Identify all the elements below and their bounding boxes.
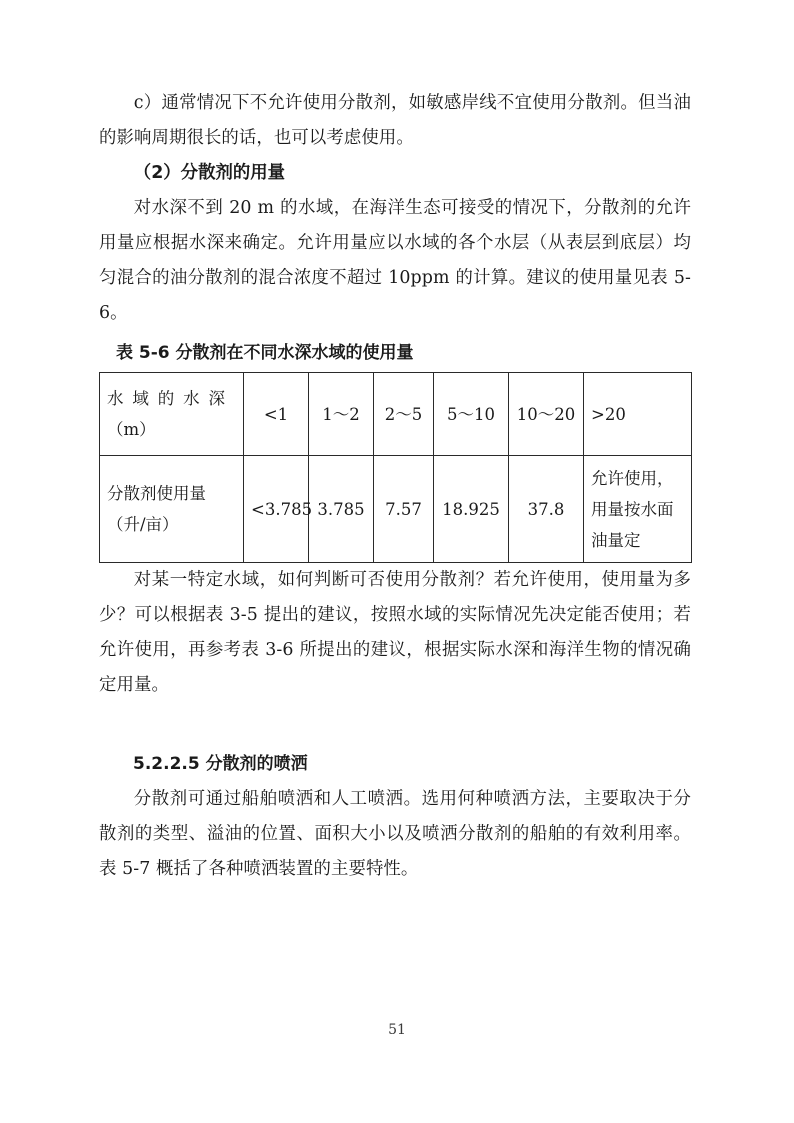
paragraph-item-c: c）通常情况下不允许使用分散剂，如敏感岸线不宜使用分散剂。但当油的影响周期很长的话，也可以考虑使用。 — [99, 93, 691, 148]
depth-label-unit: （m） — [107, 420, 156, 439]
section-heading-5-2-2-5: 5.2.2.5 分散剂的喷洒 — [133, 754, 308, 774]
table-header-depth-label — [100, 373, 244, 456]
page-number: 51 — [388, 1022, 406, 1038]
usage-value-10-20: 37.8 — [509, 456, 584, 563]
page-content — [99, 86, 691, 887]
depth-range-5-10: 5～10 — [434, 373, 509, 456]
depth-range-lt1: <1 — [244, 373, 309, 456]
depth-label-main: 水域的水深 — [107, 389, 225, 408]
table-dispersant-usage-by-depth — [99, 372, 692, 563]
usage-value-lt1: <3.785 — [244, 456, 309, 563]
depth-range-1-2: 1～2 — [309, 373, 374, 456]
table-row — [100, 373, 692, 456]
depth-range-10-20: 10～20 — [509, 373, 584, 456]
spacer-before-section — [99, 703, 691, 747]
usage-label-main: 分散剂使用量 — [107, 484, 206, 503]
paragraph-spraying: 分散剂可通过船舶喷洒和人工喷洒。选用何种喷洒方法，主要取决于分散剂的类型、溢油的位置、面积大小以及喷洒分散剂的船舶的有效利用率。表 5-7 概括了各种喷洒装置的主要特性。 — [99, 789, 691, 879]
paragraph-after-table: 对某一特定水域，如何判断可否使用分散剂？若允许使用，使用量为多少？可以根据表 3-5 提出的建议，按照水域的实际情况先决定能否使用；若允许使用，再参考表 3-6 所提出的建议，根据实际水深和海洋生物的情况确定用量。 — [99, 570, 691, 695]
table-caption-5-6: 表 5-6 分散剂在不同水深水域的使用量 — [116, 343, 414, 363]
usage-gt20-line-3: 油量定 — [591, 530, 641, 550]
usage-value-1-2: 3.785 — [309, 456, 374, 563]
table-row — [100, 456, 692, 563]
paragraph-dosage-guidance: 对水深不到 20 m 的水域，在海洋生态可接受的情况下，分散剂的允许用量应根据水深来确定。允许用量应以水域的各个水层（从表层到底层）均匀混合的油分散剂的混合浓度不超过 10ppm 的计算。建议的使用量见表 5-6。 — [99, 198, 691, 323]
usage-value-gt20 — [584, 456, 692, 563]
depth-range-2-5: 2～5 — [374, 373, 434, 456]
usage-label-unit: （升/亩） — [107, 515, 179, 534]
usage-gt20-line-2: 用量按水面 — [591, 499, 674, 519]
usage-value-5-10: 18.925 — [434, 456, 509, 563]
depth-range-gt20: >20 — [584, 373, 692, 456]
usage-gt20-line-1: 允许使用， — [591, 468, 674, 488]
subheading-dispersant-dosage: （2）分散剂的用量 — [133, 163, 286, 183]
table-header-usage-label — [100, 456, 244, 563]
usage-value-2-5: 7.57 — [374, 456, 434, 563]
